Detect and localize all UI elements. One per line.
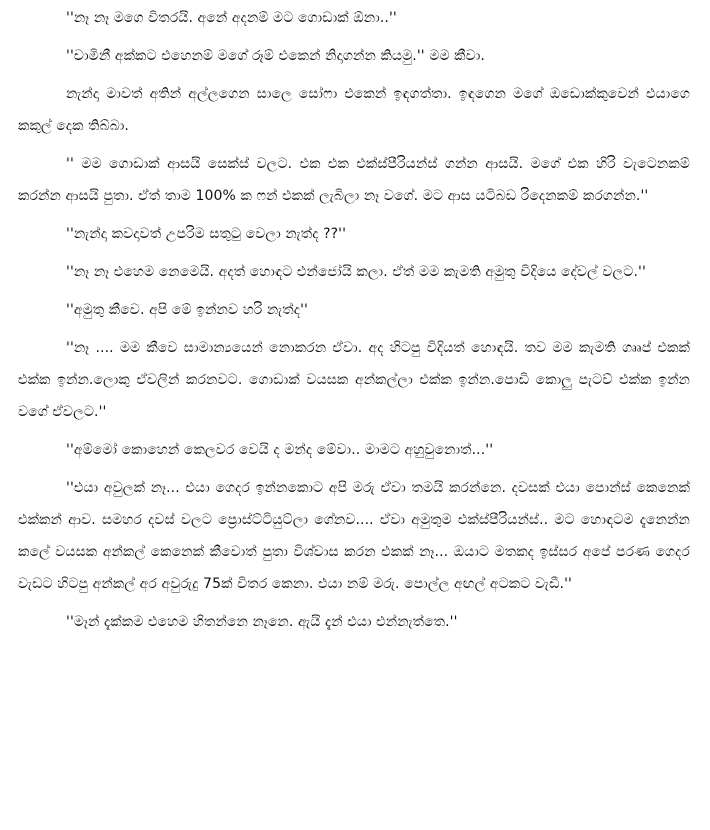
paragraph-7: ''අමුතු කීවෙ. අපි මේ ඉන්නව හරි නැත්ද''	[66, 302, 308, 318]
paragraph-5: ''නැන්දා කවදාවත් උපරිම සතුටු වෙලා නැත්ද ??''	[66, 226, 347, 242]
paragraph-11: ''මෑන් දැක්කම එහෙම හිතන්නෙ නෑනෙ. ඇයි දැන් එයා එන්නැත්තෙ.''	[66, 614, 458, 630]
paragraph-3: නැන්දා මාවත් අතින් අල්ලගෙන සාලෙ සෝෆා එකෙන් ඉඳගත්තා. ඉඳගෙන මගේ ඔඩොක්කුවෙන් එයාගෙ කකුල් දෙක තිබ්බා.	[18, 86, 690, 134]
paragraph-6: ''නෑ නෑ එහෙම නෙමෙයි. අදත් හොඳට එන්ජෝයි කලා. ඒත් මම කැමති අමුතු විදියෙ දේවල් වලට.''	[66, 264, 646, 280]
paragraph-10: ''එයා අවුලක් නෑ... එයා ගෙදර ඉන්නකොට අපි මරු ඒවා තමයි කරන්නෙ. දවසක් එයා පොන්ස් කෙනෙක් එක්කන් ආව. සමහර දවස් වලට ප්‍රොස්ට්ටියුට්ලා ගේනව.... ඒවා අමුතුම එක්ස්පීරියන්ස්.. මට හොඳටම දැනෙන්න කලේ වයසක අන්කල් කෙනෙක් කීවොත් පුතා විශ්වාස කරන එකක් නෑ... ඔයාට මතකද ඉස්සර අපේ පරණ ගෙදර වැඩට හිටපු අන්කල් අර අවුරුදු 75ක් විතර කෙනා. එයා නම් මරු. පොල්ල අඟල් අටකට වැඩී.''	[18, 480, 690, 592]
paragraph-4: '' මම ගොඩාක් ආසයි සෙක්ස් වලට. එක එක එක්ස්පීරියන්ස් ගන්න ආසයි. මගේ එක හිරි වැටෙනකම් කරන්න ආසයි පුතා. ඒත් තාම 100% ක ෆන් එකක් ලැබිලා නෑ වගේ. මට ආස යටිබඩ රිදෙනකම් කරගන්න.''	[18, 156, 690, 204]
paragraph-9: ''අම්මෝ කොහෙන් කෙලවර වෙයි ද මන්ද මේවා.. මාමට අහුවුනොත්...''	[66, 442, 494, 458]
story-text	[18, 2, 690, 644]
paragraph-1: ''නෑ නෑ මගෙ විතරයි. අනේ අදනම් මට ගොඩාක් ඕනා..''	[66, 10, 397, 26]
paragraph-8: ''නෑ .... මම කීවෙ සාමාන්‍යයෙන් නොකරන ඒවා. අද හිටපු විදියත් හොඳයි. තව මම කැමති ගෲප් එකක් එක්ක ඉන්න.ලොකු ඒවලින් කරනවට. ගොඩාක් වයසක අන්කල්ලා එක්ක ඉන්න.පොඩි කොලු පැටව් එක්ක ඉන්න වගේ ඒවලට.''	[18, 340, 690, 420]
paragraph-2: ''චාමිනී අක්කට එහෙනම් මගේ රූම් එකෙන් නිදාගන්න කියමු.'' මම කීවා.	[66, 48, 485, 64]
